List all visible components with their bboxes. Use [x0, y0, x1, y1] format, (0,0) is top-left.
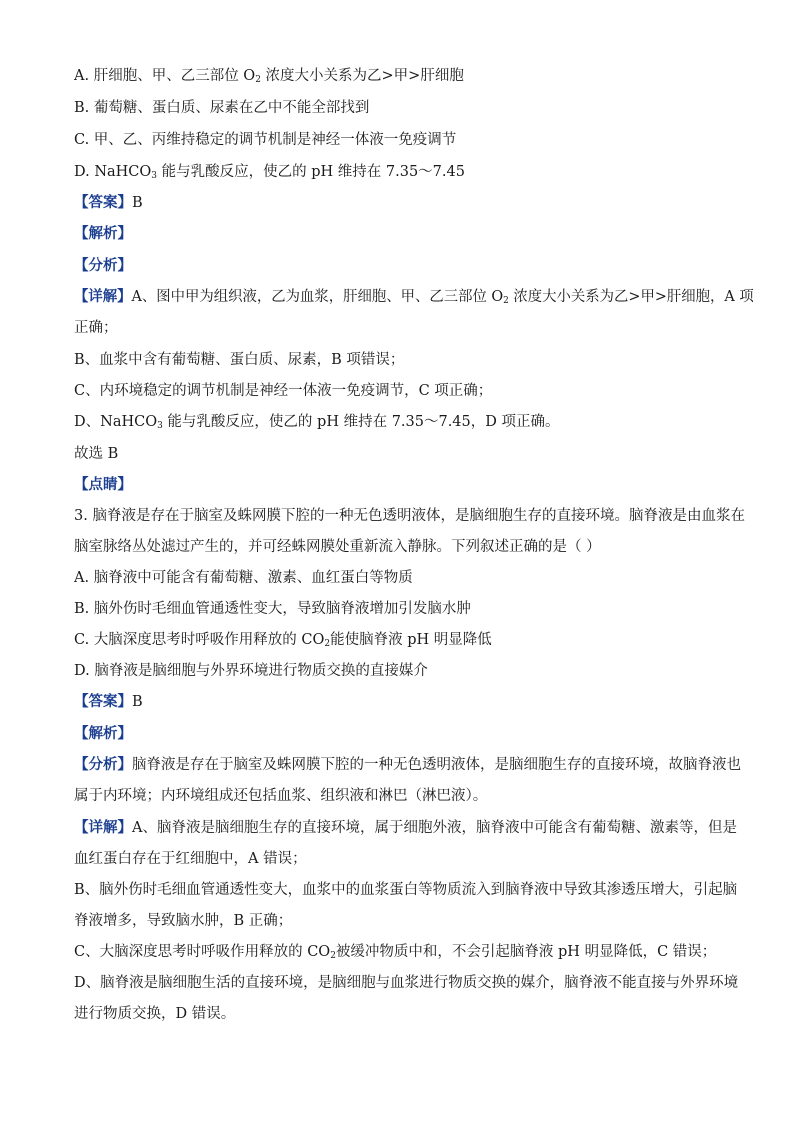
fenxi-tag: 【分析】	[74, 756, 132, 773]
q2-xiangjie-b: B、血浆中含有葡萄糖、蛋白质、尿素，B 项错误；	[74, 352, 405, 368]
q3-xiangjie-d-line2: 进行物质交换，D 错误。	[74, 1006, 236, 1022]
subscript: 3	[157, 421, 163, 431]
q3-xiangjie-b-line1: B、脑外伤时毛细血管通透性变大，血浆中的血浆蛋白等物质流入到脑脊液中导致其渗透压增大，引起脑	[74, 882, 738, 898]
jiexi-tag: 【解析】	[74, 725, 132, 742]
q2-answer	[74, 193, 143, 213]
q3-xiangjie-a-line2: 血红蛋白存在于红细胞中，A 错误；	[74, 851, 307, 867]
answer-tag: 【答案】	[74, 693, 132, 710]
subscript: 2	[255, 75, 261, 85]
q2-jiexi-tag	[74, 224, 132, 244]
q2-xiangjie-c: C、内环境稳定的调节机制是神经一体液一免疫调节，C 项正确；	[74, 383, 493, 399]
q3-option-b: B. 脑外伤时毛细血管通透性变大，导致脑脊液增加引发脑水肿	[74, 601, 471, 617]
xiangjie-c-text-rest: 被缓冲物质中和，不会引起脑脊液 pH 明显降低，C 错误；	[335, 944, 717, 960]
q3-stem-line1: 3. 脑脊液是存在于脑室及蛛网膜下腔的一种无色透明液体，是脑细胞生存的直接环境。脑脊液是由血浆在	[74, 508, 745, 524]
xiangjie-text: A、图中甲为组织液，乙为血浆，肝细胞、甲、乙三部位 O	[131, 289, 504, 305]
q3-xiangjie-b-line2: 脊液增多，导致脑水肿，B 正确；	[74, 913, 293, 929]
xiangjie-d-text: D、NaHCO	[74, 414, 158, 430]
q2-fenxi-tag	[74, 256, 132, 276]
q2-xiangjie-a-line2: 正确；	[74, 320, 118, 336]
xiangjie-d-text-rest: 能与乳酸反应，使乙的 pH 维持在 7.35～7.45，D 项正确。	[162, 414, 560, 430]
xiangjie-tag: 【详解】	[74, 288, 132, 305]
xiangjie-c-text: C、大脑深度思考时呼吸作用释放的 CO	[74, 944, 331, 960]
q2-xiangjie-d	[74, 412, 560, 432]
xiangjie-text-rest: 浓度大小关系为乙>甲>肝细胞，A 项	[508, 289, 754, 305]
fenxi-text: 脑脊液是存在于脑室及蛛网膜下腔的一种无色透明液体，是脑细胞生存的直接环境，故脑脊液也	[132, 757, 741, 773]
q3-fenxi-line2: 属于内环境；内环境组成还包括血浆、组织液和淋巴（淋巴液）。	[74, 788, 488, 804]
q2-option-a-text: A. 肝细胞、甲、乙三部位 O	[74, 68, 256, 84]
q2-dianjing-tag	[74, 475, 132, 495]
subscript: 2	[503, 296, 509, 306]
q3-stem-line2: 脑室脉络丛处滤过产生的，并可经蛛网膜处重新流入静脉。下列叙述正确的是（ ）	[74, 539, 601, 555]
q2-option-d-text: D. NaHCO	[74, 164, 152, 180]
q3-option-c-text-rest: 能使脑脊液 pH 明显降低	[330, 632, 492, 648]
q2-option-c: C. 甲、乙、丙维持稳定的调节机制是神经一体液一免疫调节	[74, 132, 457, 148]
q2-option-a	[74, 66, 464, 86]
subscript: 3	[151, 171, 158, 181]
q3-jiexi-tag	[74, 724, 132, 744]
q2-option-d	[74, 162, 465, 182]
q3-option-a: A. 脑脊液中可能含有葡萄糖、激素、血红蛋白等物质	[74, 570, 413, 586]
xiangjie-tag: 【详解】	[74, 819, 132, 836]
q2-option-b: B. 葡萄糖、蛋白质、尿素在乙中不能全部找到	[74, 100, 370, 116]
q3-answer	[74, 692, 143, 712]
q3-xiangjie-a-line1	[74, 818, 737, 838]
subscript: 2	[330, 951, 336, 961]
q3-option-d: D. 脑脊液是脑细胞与外界环境进行物质交换的直接媒介	[74, 663, 428, 679]
fenxi-tag: 【分析】	[74, 257, 132, 274]
q3-option-c	[74, 630, 492, 650]
answer-value: B	[132, 694, 143, 710]
q2-option-d-text-rest: 能与乳酸反应，使乙的 pH 维持在 7.35～7.45	[157, 164, 465, 180]
subscript: 2	[324, 639, 331, 649]
q3-fenxi-line1	[74, 755, 741, 775]
q2-conclusion: 故选 B	[74, 446, 119, 462]
answer-value: B	[132, 195, 143, 211]
xiangjie-text: A、脑脊液是脑细胞生存的直接环境，属于细胞外液，脑脊液中可能含有葡萄糖、激素等，但是	[132, 820, 737, 836]
q3-option-c-text: C. 大脑深度思考时呼吸作用释放的 CO	[74, 632, 325, 648]
q3-xiangjie-d-line1: D、脑脊液是脑细胞生活的直接环境，是脑细胞与血浆进行物质交换的媒介，脑脊液不能直接与外界环境	[74, 975, 739, 991]
q3-xiangjie-c	[74, 942, 716, 962]
q2-xiangjie-a-line1	[74, 287, 754, 307]
answer-tag: 【答案】	[74, 194, 132, 211]
jiexi-tag: 【解析】	[74, 225, 132, 242]
dianjing-tag: 【点睛】	[74, 476, 132, 493]
q2-option-a-text-rest: 浓度大小关系为乙>甲>肝细胞	[260, 68, 464, 84]
